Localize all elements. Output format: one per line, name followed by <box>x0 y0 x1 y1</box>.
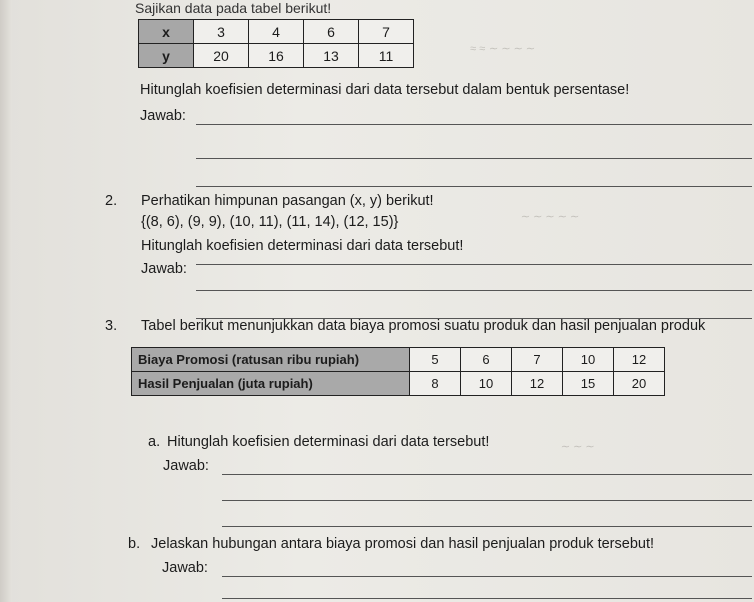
q3b-answer-label: Jawab: <box>162 560 208 576</box>
table-row <box>132 372 665 396</box>
table-cell: 6 <box>304 20 359 44</box>
answer-line[interactable] <box>222 526 752 527</box>
table-cell: 13 <box>304 44 359 68</box>
q3-intro: Tabel berikut menunjukkan data biaya promosi suatu produk dan hasil penjualan produk <box>141 318 706 334</box>
table-cell: 5 <box>410 348 461 372</box>
q1-answer-label: Jawab: <box>140 108 186 124</box>
table-cell: 7 <box>512 348 563 372</box>
table-cell: 4 <box>249 20 304 44</box>
bleed-through-scribble: ≈ ≈ ∼ ∼ ∼ ∼ <box>470 43 535 55</box>
table-cell: 10 <box>461 372 512 396</box>
answer-line[interactable] <box>196 124 752 125</box>
answer-line[interactable] <box>196 186 752 187</box>
table-row <box>132 348 665 372</box>
row-label-y: y <box>139 44 194 68</box>
q3a-label: a. <box>148 434 161 450</box>
table-cell: 15 <box>563 372 614 396</box>
table-cell: 12 <box>512 372 563 396</box>
table-row <box>139 20 414 44</box>
row-label-hasil-penjualan: Hasil Penjualan (juta rupiah) <box>132 372 410 396</box>
table-cell: 20 <box>614 372 665 396</box>
answer-line[interactable] <box>196 158 752 159</box>
answer-line[interactable] <box>196 290 752 291</box>
table-cell: 7 <box>359 20 414 44</box>
row-label-x: x <box>139 20 194 44</box>
table-cell: 16 <box>249 44 304 68</box>
q2-answer-label: Jawab: <box>141 261 187 277</box>
q3-number: 3. <box>105 318 118 334</box>
table-cell: 8 <box>410 372 461 396</box>
promotion-sales-table <box>131 347 665 396</box>
q3b-question: Jelaskan hubungan antara biaya promosi dan hasil penjualan produk tersebut! <box>151 536 655 552</box>
q1-question: Hitunglah koefisien determinasi dari data tersebut dalam bentuk persentase! <box>140 82 630 98</box>
q2-set: {(8, 6), (9, 9), (10, 11), (11, 14), (12, 15)} <box>141 214 399 230</box>
data-table-xy <box>138 19 414 68</box>
book-spine-shadow <box>0 0 12 602</box>
section-header: Sajikan data pada tabel berikut! <box>135 0 332 16</box>
q2-intro: Perhatikan himpunan pasangan (x, y) berikut! <box>141 193 434 209</box>
table-cell: 6 <box>461 348 512 372</box>
q2-number: 2. <box>105 193 118 209</box>
q3a-question: Hitunglah koefisien determinasi dari data tersebut! <box>167 434 490 450</box>
table-row <box>139 44 414 68</box>
table-cell: 3 <box>194 20 249 44</box>
table-cell: 12 <box>614 348 665 372</box>
answer-line[interactable] <box>222 500 752 501</box>
answer-line[interactable] <box>222 598 752 599</box>
bleed-through-scribble: ∼ ∼ ∼ <box>560 441 594 453</box>
row-label-biaya-promosi: Biaya Promosi (ratusan ribu rupiah) <box>132 348 410 372</box>
answer-line[interactable] <box>196 264 752 265</box>
table-cell: 10 <box>563 348 614 372</box>
answer-line[interactable] <box>222 474 752 475</box>
table-cell: 20 <box>194 44 249 68</box>
table-cell: 11 <box>359 44 414 68</box>
q2-question: Hitunglah koefisien determinasi dari data tersebut! <box>141 238 464 254</box>
q3a-answer-label: Jawab: <box>163 458 209 474</box>
q3b-label: b. <box>128 536 141 552</box>
answer-line[interactable] <box>222 576 752 577</box>
bleed-through-scribble: ∼ ∼ ∼ ∼ ∼ <box>520 211 579 223</box>
